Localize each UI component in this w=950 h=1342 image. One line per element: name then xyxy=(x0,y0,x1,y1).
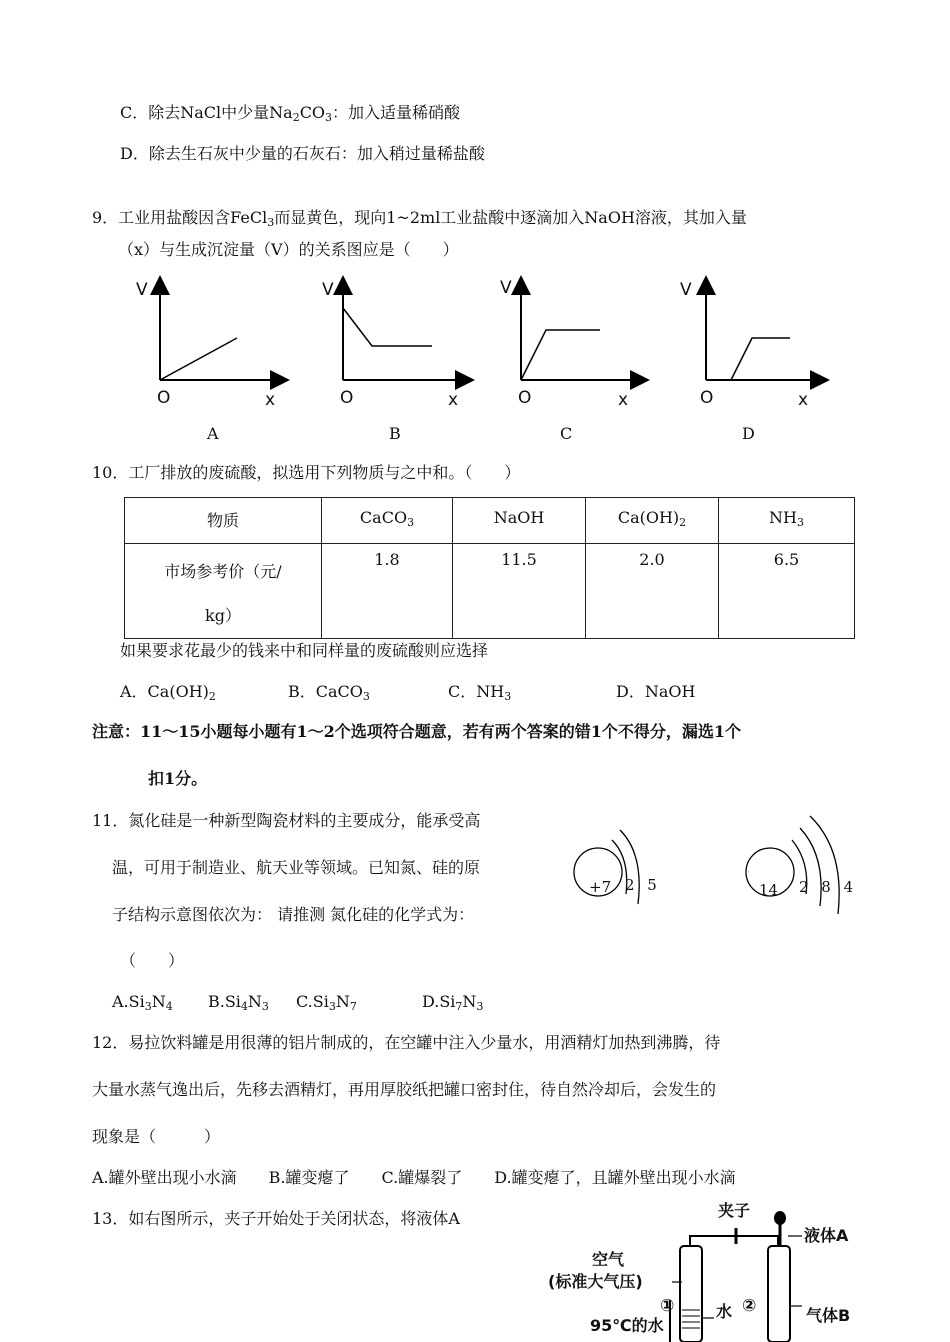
atom-si-nucleus: 14 xyxy=(759,881,779,899)
graph-b xyxy=(343,285,465,380)
q9-stem-line1: 9．工业用盐酸因含FeCl$_3$而显黄色，现向1~2ml工业盐酸中逐滴加入NaOH溶液，其加入量 xyxy=(92,208,747,229)
q10-option-b: B．CaCO$_3$ xyxy=(288,682,370,703)
price-table xyxy=(124,497,855,639)
q11-line2: 温，可用于制造业、航天业等领域。已知氮、硅的原 xyxy=(112,858,481,877)
atom-n-shells: 2 5 xyxy=(625,876,661,894)
liquid-a-label: 液体A xyxy=(804,1226,849,1245)
table-header-cell: 物质 xyxy=(125,498,322,544)
graph-b-curve xyxy=(343,308,432,346)
q11-option-b: $B.Si_4N_3$ xyxy=(208,992,269,1013)
q11-option-d: $D.Si_7N_3$ xyxy=(422,992,484,1013)
table-header-cell: $Ca(OH)_2$ xyxy=(586,498,719,544)
table-header-cell: CaCO$_3$ xyxy=(322,498,453,544)
q9-stem-line2: （x）与生成沉淀量（V）的关系图应是（ ） xyxy=(118,240,459,259)
graph-c-xlabel: x xyxy=(618,390,629,410)
q10-option-a: A．$Ca(OH)_2$ xyxy=(120,682,216,703)
q11-option-c: $C.Si_3N_7$ xyxy=(296,992,357,1013)
graph-c xyxy=(521,285,640,380)
table-cell: 2.0 xyxy=(586,544,719,639)
q10-stem: 10．工厂排放的废硫酸，拟选用下列物质与之中和。（ ） xyxy=(92,463,521,482)
table-row xyxy=(125,544,855,639)
graph-d-ylabel: V xyxy=(680,280,692,300)
gas-b-label: 气体B xyxy=(806,1306,851,1325)
tube-2-label: ② xyxy=(742,1296,757,1316)
q13-stem: 13．如右图所示，夹子开始处于关闭状态，将液体A xyxy=(92,1209,460,1228)
graph-a-ylabel: V xyxy=(136,280,148,300)
graph-a-curve xyxy=(160,338,237,380)
graph-c-origin: O xyxy=(518,388,532,408)
graph-a-letter: A xyxy=(207,424,219,443)
q11-line4: （ ） xyxy=(120,951,185,970)
graph-d-curve xyxy=(731,338,790,380)
table-header-cell: NaOH xyxy=(453,498,586,544)
graph-b-xlabel: x xyxy=(448,390,459,410)
tube-1-label: ① xyxy=(660,1296,675,1316)
dropper-bulb xyxy=(775,1212,785,1224)
air-label: 空气 xyxy=(592,1250,625,1269)
graph-c-curve xyxy=(521,330,600,380)
table-cell: 市场参考价（元/ kg） xyxy=(125,544,322,639)
hot-water-label: 95℃的水 xyxy=(590,1316,664,1335)
table-header-cell: $NH_3$ xyxy=(719,498,855,544)
q12-options: A.罐外壁出现小水滴 B.罐变瘪了 C.罐爆裂了 D.罐变瘪了，且罐外壁出现小水滴 xyxy=(92,1168,736,1187)
q12-line3: 现象是（ ） xyxy=(92,1127,221,1146)
q8-option-c: C．除去NaCl中少量$Na_2CO_3$：加入适量稀硝酸 xyxy=(120,103,461,124)
graph-d-xlabel: x xyxy=(798,390,809,410)
graph-a-xlabel: x xyxy=(265,390,276,410)
water-label: 水 xyxy=(716,1302,733,1321)
graph-c-letter: C xyxy=(560,424,573,443)
clip-label: 夹子 xyxy=(718,1201,751,1220)
pressure-label: (标准大气压) xyxy=(548,1272,643,1291)
q10-prompt: 如果要求花最少的钱来中和同样量的废硫酸则应选择 xyxy=(120,641,489,660)
graph-d xyxy=(706,285,820,380)
table-cell: 1.8 xyxy=(322,544,453,639)
q10-option-d: D．NaOH xyxy=(616,682,696,701)
q11-line3: 子结构示意图依次为： 请推测 氮化硅的化学式为： xyxy=(112,905,475,924)
q10-option-c: C．$NH_3$ xyxy=(448,682,512,703)
q8-option-d: D．除去生石灰中少量的石灰石：加入稍过量稀盐酸 xyxy=(120,144,485,163)
tube-2 xyxy=(768,1246,790,1342)
graph-b-letter: B xyxy=(389,424,401,443)
graph-d-letter: D xyxy=(742,424,755,443)
graph-a-origin: O xyxy=(157,388,171,408)
note-line1: 注意：11～15小题每小题有1～2个选项符合题意，若有两个答案的错1个不得分，漏选1个 xyxy=(92,722,742,741)
atom-n-nucleus: +7 xyxy=(589,878,612,896)
note-line2: 扣1分。 xyxy=(148,769,208,788)
atom-si-shells: 2 8 4 xyxy=(799,878,858,896)
connecting-tube xyxy=(690,1236,778,1246)
q12-line1: 12．易拉饮料罐是用很薄的铝片制成的，在空罐中注入少量水，用酒精灯加热到沸腾，待 xyxy=(92,1033,721,1052)
graph-a xyxy=(160,285,280,380)
table-cell: 11.5 xyxy=(453,544,586,639)
q12-line2: 大量水蒸气逸出后，先移去酒精灯，再用厚胶纸把罐口密封住，待自然冷却后，会发生的 xyxy=(92,1080,717,1099)
graph-d-origin: O xyxy=(700,388,714,408)
q11-line1: 11．氮化硅是一种新型陶瓷材料的主要成分，能承受高 xyxy=(92,811,481,830)
atom-diagrams xyxy=(570,810,870,920)
table-cell: 6.5 xyxy=(719,544,855,639)
q11-option-a: $A.Si_3N_4$ xyxy=(112,992,173,1013)
graph-c-ylabel: V xyxy=(500,278,512,298)
graph-b-ylabel: V xyxy=(322,280,334,300)
table-header-row xyxy=(125,498,855,544)
graph-b-origin: O xyxy=(340,388,354,408)
